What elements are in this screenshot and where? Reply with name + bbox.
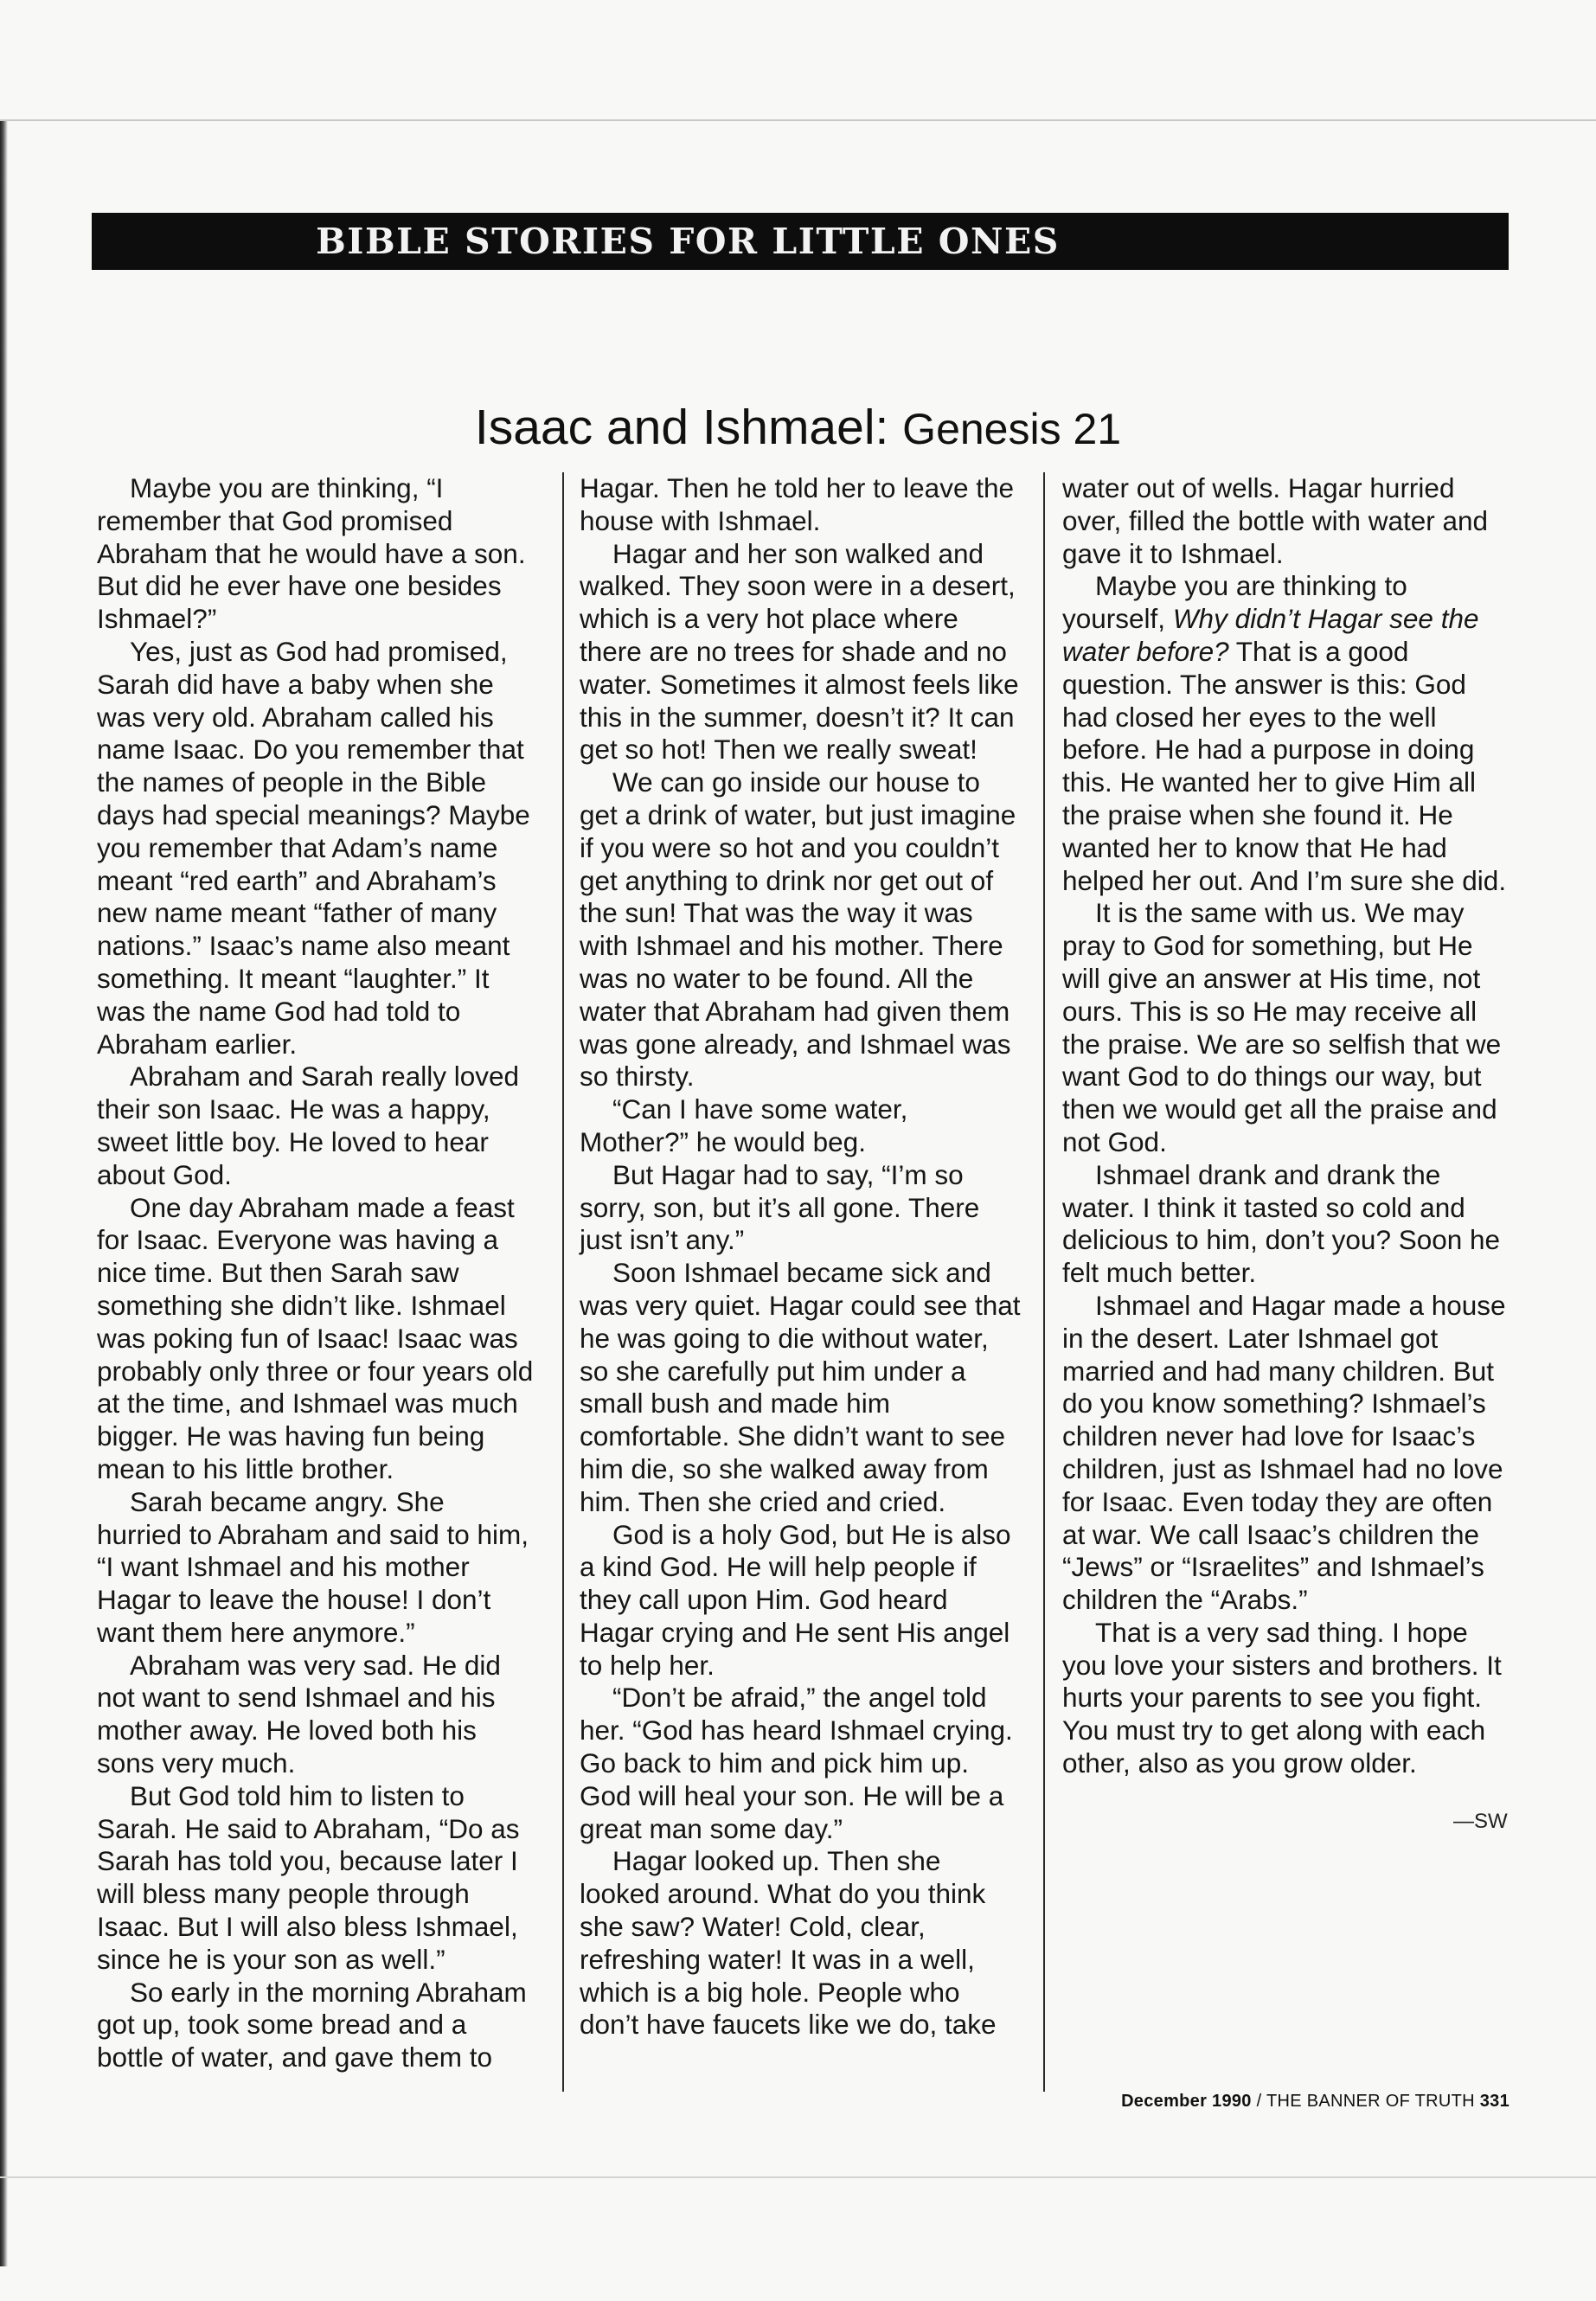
article-title	[0, 400, 1596, 457]
paragraph: It is the same with us. We may pray to God for something, but He will give an answer at His time, not ours. This is so He may receive all the praise. We are so selfish that we want God to do things our way, but then we would get all the praise and not God.	[1062, 897, 1502, 1157]
text-column-1	[97, 472, 534, 2074]
title-reference: Genesis 21	[902, 405, 1122, 453]
scan-edge-bottom	[0, 2176, 1596, 2178]
scan-edge-top	[0, 119, 1596, 121]
footer-date: December 1990	[1121, 2092, 1252, 2111]
paragraph: Hagar looked up. Then she looked around. What do you think she saw? Water! Cold, clear, refreshing water! It was in a well, which is a big hole. People who don’t have faucets like we do, take	[580, 1845, 997, 2041]
column-divider	[562, 472, 564, 2092]
paragraph: Abraham was very sad. He did not want to send Ishmael and his mother away. He loved both his sons very much.	[97, 1649, 501, 1779]
paragraph: Soon Ishmael became sick and was very quiet. Hagar could see that he was going to die without water, so she carefully put him under a small bush and made him comfortable. She didn’t want to see him die, so she walked away from him. Then she cried and cried.	[580, 1257, 1021, 1517]
footer-separator: /	[1256, 2092, 1262, 2111]
paragraph: water out of wells. Hagar hurried over, filled the bottle with water and gave it to Ishmael.	[1062, 472, 1489, 569]
paragraph: God is a holy God, but He is also a kind God. He will help people if they call upon Him. God heard Hagar crying and He sent His angel to help her.	[580, 1518, 1011, 1681]
paragraph: But God told him to listen to Sarah. He said to Abraham, “Do as Sarah has told you, because later I will bless many people through Isaac. But I will also bless Ishmael, since he is your son as well.”	[97, 1779, 520, 1975]
paragraph: “Can I have some water, Mother?” he would beg.	[580, 1093, 908, 1157]
paragraph-text: Maybe you are thinking to yourself,	[1062, 570, 1407, 635]
paragraph: That is a very sad thing. I hope you love your sisters and brothers. It hurts your parents to see you fight. You must try to get along with each other, also as you grow older.	[1062, 1616, 1502, 1779]
paragraph: Ishmael drank and drank the water. I think it tasted so cold and delicious to him, don’t you? Soon he felt much better.	[1062, 1158, 1501, 1289]
paragraph-text: That is a good question. The answer is this: God had closed her eyes to the well before. He had a purpose in doing this. He wanted her to give Him all the praise when she found it. He wanted her to know that He had helped her out. And I’m sure she did.	[1062, 635, 1507, 896]
text-column-3	[1062, 472, 1508, 1780]
paragraph	[1062, 570, 1508, 897]
paragraph: Yes, just as God had promised, Sarah did have a baby when she was very old. Abraham called his name Isaac. Do you remember that the names of people in the Bible days had special meanings? Maybe you remember that Adam’s name meant “red earth” and Abraham’s new name meant “father of many nations.” Isaac’s name also meant something. It meant “laughter.” It was the name God had told to Abraham earlier.	[97, 635, 530, 1060]
paragraph: Maybe you are thinking, “I remember that God promised Abraham that he would have a son. But did he ever have one besides Ishmael?”	[97, 472, 526, 635]
paragraph: Hagar. Then he told her to leave the house with Ishmael.	[580, 472, 1015, 536]
paragraph: Hagar and her son walked and walked. They soon were in a desert, which is a very hot place where there are no trees for shade and no water. Sometimes it almost feels like this in the summer, doesn’t it? It can get so hot! Then we really sweat!	[580, 537, 1019, 766]
paragraph: Abraham and Sarah really loved their son Isaac. He was a happy, sweet little boy. He loved to hear about God.	[97, 1061, 520, 1190]
footer-publication: THE BANNER OF TRUTH	[1266, 2092, 1475, 2111]
title-main: Isaac and Ishmael:	[474, 400, 889, 455]
author-signature: —SW	[1453, 1810, 1508, 1833]
italic-question: Why didn’t Hagar see the water before?	[1062, 603, 1479, 667]
text-column-2	[580, 472, 1021, 2041]
column-divider	[1043, 472, 1045, 2092]
paragraph: So early in the morning Abraham got up, took some bread and a bottle of water, and gave them to	[97, 1976, 527, 2073]
paragraph: Sarah became angry. She hurried to Abraham and said to him, “I want Ishmael and his mother Hagar to leave the house! I don’t want them here anymore.”	[97, 1485, 529, 1648]
paragraph: We can go inside our house to get a drink of water, but just imagine if you were so hot and you couldn’t get anything to drink nor get out of the sun! That was the way it was with Ishmael and his mother. There was no water to be found. All the water that Abraham had given them was gone already, and Ishmael was so thirsty.	[580, 766, 1016, 1093]
paragraph: Ishmael and Hagar made a house in the desert. Later Ishmael got married and had many children. But do you know something? Ishmael’s children never had love for Isaac’s children, just as Ishmael had no love for Isaac. Even today they are often at war. We call Isaac’s children the “Jews” or “Israelites” and Ishmael’s children the “Arabs.”	[1062, 1289, 1506, 1616]
paragraph: “Don’t be afraid,” the angel told her. “God has heard Ishmael crying. Go back to him and pick him up. God will heal your son. He will be a great man some day.”	[580, 1682, 1013, 1844]
paragraph: One day Abraham made a feast for Isaac. Everyone was having a nice time. But then Sarah saw something she didn’t like. Ishmael was poking fun of Isaac! Isaac was probably only three or four years old at the time, and Ishmael was much bigger. He was having fun being mean to his little brother.	[97, 1191, 534, 1484]
page-footer	[1121, 2092, 1509, 2112]
paragraph: But Hagar had to say, “I’m so sorry, son, but it’s all gone. There just isn’t any.”	[580, 1158, 980, 1256]
page-number: 331	[1479, 2092, 1509, 2111]
section-banner	[92, 213, 1509, 270]
banner-text: BIBLE STORIES FOR LITTLE ONES	[316, 221, 1060, 262]
